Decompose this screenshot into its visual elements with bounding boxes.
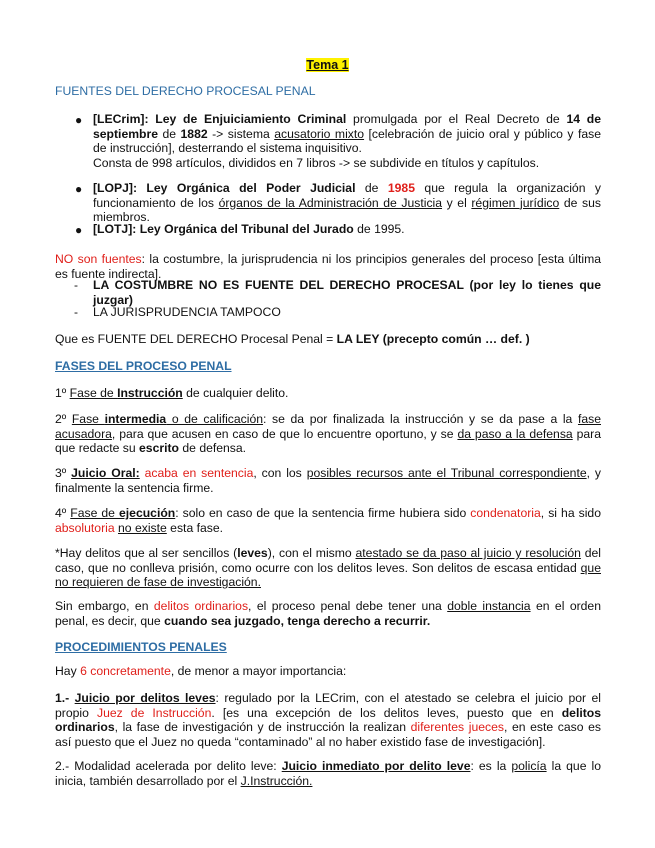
que-es-fuente-paragraph: Que es FUENTE DEL DERECHO Procesal Penal = LA LEY (precepto común … def. ) [55,332,530,346]
bullet-icon: ● [75,223,83,237]
heading-fases: FASES DEL PROCESO PENAL [55,359,232,373]
delitos-leves-note: *Hay delitos que al ser sencillos (leves), con el mismo atestado se da paso al juicio y resolución del caso, que no conlleva prisión, como ocurre con los delitos leves. Son delitos de escasa entidad que no requieren de fase de investigación. [55,546,601,589]
hay-6-paragraph: Hay 6 concretamente, de menor a mayor importancia: [55,664,347,678]
bullet-icon: ● [75,113,83,127]
dash-icon: - [74,278,78,292]
list-item-lotj: [LOTJ]: Ley Orgánica del Tribunal del Jurado de 1995. [93,222,405,236]
fase-4: 4º Fase de ejecución: solo en caso de que la sentencia firme hubiera sido condenatoria, si ha sido absolutoria no existe esta fase. [55,506,601,535]
heading-procedimientos: PROCEDIMIENTOS PENALES [55,640,227,654]
dash-icon: - [74,305,78,319]
procedimiento-2: 2.- Modalidad acelerada por delito leve: Juicio inmediato por delito leve: es la policía la que lo inicia, también desarrollado por el J.Instrucción. [55,759,601,788]
procedimiento-1: 1.- Juicio por delitos leves: regulado por la LECrim, con el atestado se celebra el juicio por el propio Juez de Instrucción. [es una excepción de los delitos leves, puesto que en delitos ordinarios, la fase de investigación y de instrucción la realizan diferentes jueces, en este caso es así puesto que el Juez no queda “contaminado” al no haber existido fase de investigación]. [55,691,602,749]
dash-item-jurisprudencia: LA JURISPRUDENCIA TAMPOCO [93,305,281,319]
fase-1: 1º Fase de Instrucción de cualquier delito. [55,386,289,400]
delitos-ordinarios-paragraph: Sin embargo, en delitos ordinarios, el proceso penal debe tener una doble instancia en el orden penal, es decir, que cuando sea juzgado, tenga derecho a recurrir. [55,599,601,628]
no-fuentes-paragraph: NO son fuentes: la costumbre, la jurisprudencia ni los principios generales del proceso [esta última es fuente indirecta]. [55,252,602,281]
page-title: Tema 1 [306,58,349,72]
list-item-lecrim: [LECrim]: Ley de Enjuiciamiento Criminal promulgada por el Real Decreto de 14 de septiembre de 1882 -> sistema acusatorio mixto [celebración de juicio oral y público y fase de instrucción], desterrando el sistema inquisitivo. Consta de 998 artículos, divididos en 7 libros -> se subdivide en títulos y capítulos. [93,112,602,170]
fase-2: 2º Fase intermedia o de calificación: se da por finalizada la instrucción y se da pase a la fase acusadora, para que acusen en caso de que lo encuentre oportuno, y se da paso a la defensa para que redacte su escrito de defensa. [55,412,602,455]
list-item-lopj: [LOPJ]: Ley Orgánica del Poder Judicial de 1985 que regula la organización y funcionamiento de los órganos de la Administración de Justicia y el régimen jurídico de sus miembros. [93,181,601,224]
bullet-icon: ● [75,182,83,196]
dash-item-costumbre: LA COSTUMBRE NO ES FUENTE DEL DERECHO PROCESAL (por ley lo tienes que juzgar) [93,278,601,307]
fase-3: 3º Juicio Oral: acaba en sentencia, con los posibles recursos ante el Tribunal correspondiente, y finalmente la sentencia firme. [55,466,601,495]
heading-fuentes: FUENTES DEL DERECHO PROCESAL PENAL [55,84,316,98]
